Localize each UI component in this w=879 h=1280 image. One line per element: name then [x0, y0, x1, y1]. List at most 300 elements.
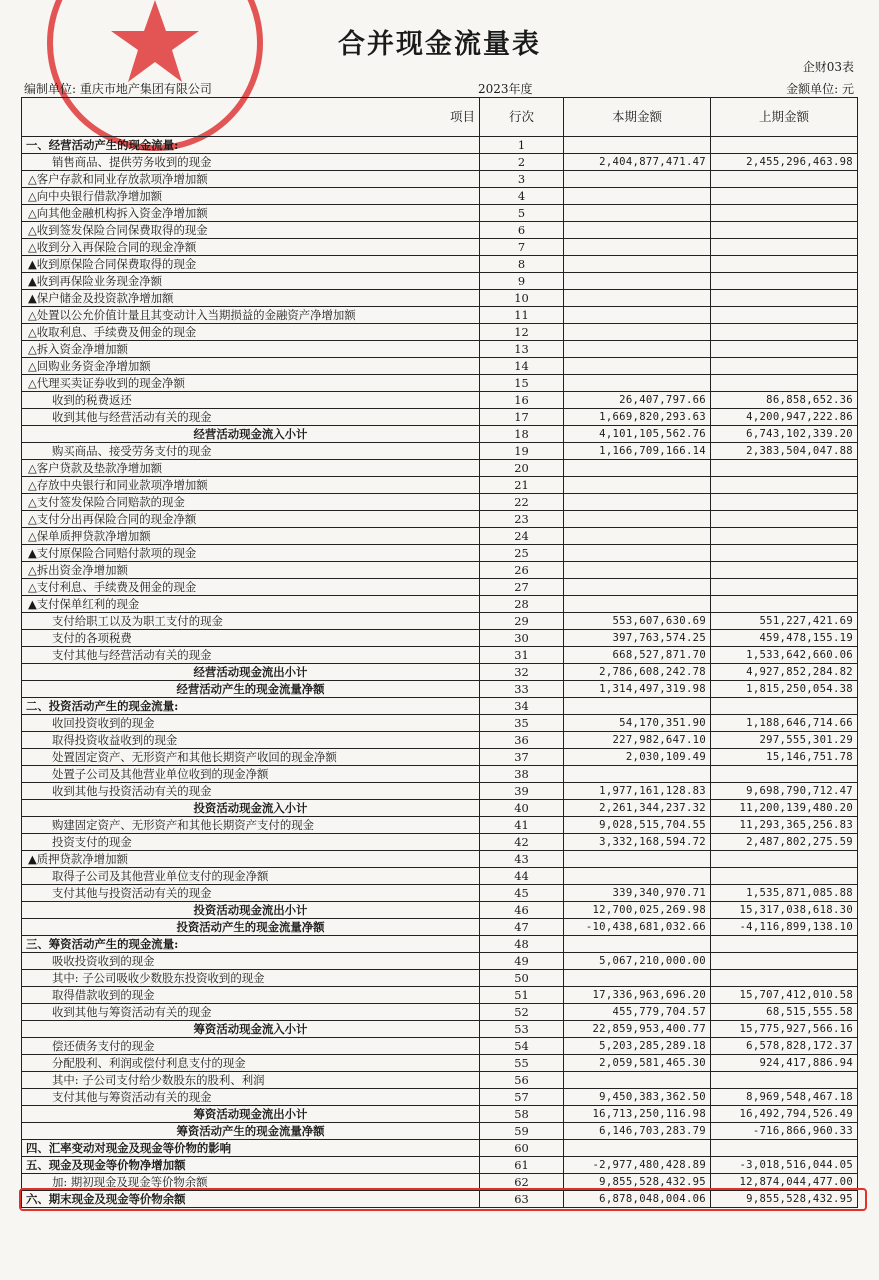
row-line-number: 50 — [480, 970, 564, 987]
row-line-number: 59 — [480, 1123, 564, 1140]
row-label: 收到其他与投资活动有关的现金 — [22, 783, 480, 800]
row-prior-amount: 6,743,102,339.20 — [711, 426, 858, 443]
row-line-number: 39 — [480, 783, 564, 800]
row-prior-amount — [711, 511, 858, 528]
row-line-number: 5 — [480, 205, 564, 222]
row-line-number: 40 — [480, 800, 564, 817]
row-label: ▲支付原保险合同赔付款项的现金 — [22, 545, 480, 562]
table-row — [22, 494, 858, 511]
table-row — [22, 783, 858, 800]
table-row — [22, 664, 858, 681]
row-label: 取得投资收益收到的现金 — [22, 732, 480, 749]
row-prior-amount: 6,578,828,172.37 — [711, 1038, 858, 1055]
row-line-number: 1 — [480, 137, 564, 154]
row-line-number: 51 — [480, 987, 564, 1004]
table-row — [22, 426, 858, 443]
table-row — [22, 800, 858, 817]
table-row — [22, 137, 858, 154]
row-prior-amount: 4,927,852,284.82 — [711, 664, 858, 681]
row-prior-amount — [711, 307, 858, 324]
table-row — [22, 460, 858, 477]
table-row — [22, 1140, 858, 1157]
row-line-number: 25 — [480, 545, 564, 562]
table-header-row — [22, 98, 858, 137]
row-label: △收到分入再保险合同的现金净额 — [22, 239, 480, 256]
row-prior-amount — [711, 171, 858, 188]
row-prior-amount: 15,775,927,566.16 — [711, 1021, 858, 1038]
row-current-amount — [564, 579, 711, 596]
table-row — [22, 749, 858, 766]
row-label: 其中: 子公司支付给少数股东的股利、利润 — [22, 1072, 480, 1089]
row-current-amount: 553,607,630.69 — [564, 613, 711, 630]
row-current-amount: -10,438,681,032.66 — [564, 919, 711, 936]
row-current-amount — [564, 239, 711, 256]
row-current-amount — [564, 171, 711, 188]
row-prior-amount — [711, 324, 858, 341]
entity-prefix: 编制单位: — [24, 82, 77, 96]
row-label: 收到其他与筹资活动有关的现金 — [22, 1004, 480, 1021]
reporting-period: 2023年度 — [478, 82, 533, 96]
row-label: △代理买卖证券收到的现金净额 — [22, 375, 480, 392]
table-row — [22, 902, 858, 919]
row-line-number: 30 — [480, 630, 564, 647]
row-label: 吸收投资收到的现金 — [22, 953, 480, 970]
row-line-number: 11 — [480, 307, 564, 324]
row-line-number: 8 — [480, 256, 564, 273]
row-label: △收到签发保险合同保费取得的现金 — [22, 222, 480, 239]
row-prior-amount — [711, 868, 858, 885]
row-line-number: 38 — [480, 766, 564, 783]
row-current-amount — [564, 273, 711, 290]
row-label: 处置固定资产、无形资产和其他长期资产收回的现金净额 — [22, 749, 480, 766]
row-label: 处置子公司及其他营业单位收到的现金净额 — [22, 766, 480, 783]
table-row — [22, 885, 858, 902]
row-line-number: 49 — [480, 953, 564, 970]
table-row — [22, 511, 858, 528]
row-line-number: 33 — [480, 681, 564, 698]
row-current-amount: 227,982,647.10 — [564, 732, 711, 749]
row-line-number: 28 — [480, 596, 564, 613]
table-row — [22, 545, 858, 562]
row-label: △客户存款和同业存放款项净增加额 — [22, 171, 480, 188]
row-label: 经营活动现金流出小计 — [22, 664, 480, 681]
table-row — [22, 851, 858, 868]
table-row — [22, 647, 858, 664]
row-current-amount — [564, 766, 711, 783]
row-current-amount — [564, 137, 711, 154]
row-prior-amount: 1,535,871,085.88 — [711, 885, 858, 902]
row-line-number: 32 — [480, 664, 564, 681]
row-label: 投资活动现金流出小计 — [22, 902, 480, 919]
row-line-number: 6 — [480, 222, 564, 239]
entity-name: 重庆市地产集团有限公司 — [79, 82, 212, 96]
form-code: 企财03表 — [802, 60, 854, 74]
row-prior-amount: 9,855,528,432.95 — [711, 1191, 858, 1208]
row-label: △客户贷款及垫款净增加额 — [22, 460, 480, 477]
table-row — [22, 222, 858, 239]
row-label: 销售商品、提供劳务收到的现金 — [22, 154, 480, 171]
row-line-number: 60 — [480, 1140, 564, 1157]
table-row — [22, 987, 858, 1004]
row-prior-amount — [711, 494, 858, 511]
row-label: 筹资活动现金流入小计 — [22, 1021, 480, 1038]
row-prior-amount: 68,515,555.58 — [711, 1004, 858, 1021]
row-line-number: 54 — [480, 1038, 564, 1055]
row-prior-amount — [711, 970, 858, 987]
row-label: 收到的税费返还 — [22, 392, 480, 409]
row-line-number: 46 — [480, 902, 564, 919]
row-current-amount: 2,404,877,471.47 — [564, 154, 711, 171]
row-prior-amount — [711, 545, 858, 562]
row-prior-amount — [711, 477, 858, 494]
table-row — [22, 528, 858, 545]
row-current-amount: 397,763,574.25 — [564, 630, 711, 647]
row-line-number: 56 — [480, 1072, 564, 1089]
row-line-number: 10 — [480, 290, 564, 307]
row-current-amount: 1,669,820,293.63 — [564, 409, 711, 426]
row-line-number: 13 — [480, 341, 564, 358]
row-label: 筹资活动产生的现金流量净额 — [22, 1123, 480, 1140]
row-line-number: 14 — [480, 358, 564, 375]
row-label: 四、汇率变动对现金及现金等价物的影响 — [22, 1140, 480, 1157]
row-prior-amount — [711, 222, 858, 239]
row-current-amount — [564, 494, 711, 511]
row-current-amount — [564, 324, 711, 341]
table-row — [22, 171, 858, 188]
row-prior-amount: 924,417,886.94 — [711, 1055, 858, 1072]
row-line-number: 62 — [480, 1174, 564, 1191]
row-prior-amount — [711, 290, 858, 307]
row-label: 购建固定资产、无形资产和其他长期资产支付的现金 — [22, 817, 480, 834]
table-row — [22, 698, 858, 715]
row-current-amount: 9,028,515,704.55 — [564, 817, 711, 834]
row-current-amount: 2,030,109.49 — [564, 749, 711, 766]
row-label: 投资活动产生的现金流量净额 — [22, 919, 480, 936]
row-prior-amount: 1,533,642,660.06 — [711, 647, 858, 664]
row-line-number: 2 — [480, 154, 564, 171]
row-label: △拆入资金净增加额 — [22, 341, 480, 358]
row-line-number: 55 — [480, 1055, 564, 1072]
table-row — [22, 970, 858, 987]
row-line-number: 9 — [480, 273, 564, 290]
table-row — [22, 1106, 858, 1123]
table-row — [22, 290, 858, 307]
row-current-amount: 4,101,105,562.76 — [564, 426, 711, 443]
row-line-number: 53 — [480, 1021, 564, 1038]
table-row — [22, 1038, 858, 1055]
row-line-number: 63 — [480, 1191, 564, 1208]
row-current-amount — [564, 698, 711, 715]
row-prior-amount — [711, 579, 858, 596]
row-line-number: 41 — [480, 817, 564, 834]
table-row — [22, 392, 858, 409]
row-label: 取得子公司及其他营业单位支付的现金净额 — [22, 868, 480, 885]
row-current-amount: 5,203,285,289.18 — [564, 1038, 711, 1055]
row-label: ▲收到再保险业务现金净额 — [22, 273, 480, 290]
col-header-item: 项目 — [22, 98, 480, 137]
row-label: 三、筹资活动产生的现金流量: — [22, 936, 480, 953]
row-line-number: 35 — [480, 715, 564, 732]
row-prior-amount: 551,227,421.69 — [711, 613, 858, 630]
row-prior-amount — [711, 562, 858, 579]
row-label: 六、期末现金及现金等价物余额 — [22, 1191, 480, 1208]
row-label: 支付其他与经营活动有关的现金 — [22, 647, 480, 664]
row-prior-amount: -3,018,516,044.05 — [711, 1157, 858, 1174]
table-row — [22, 613, 858, 630]
row-current-amount: 1,314,497,319.98 — [564, 681, 711, 698]
table-row — [22, 919, 858, 936]
row-label: 经营活动现金流入小计 — [22, 426, 480, 443]
row-label: △支付利息、手续费及佣金的现金 — [22, 579, 480, 596]
row-current-amount: 54,170,351.90 — [564, 715, 711, 732]
row-label: 其中: 子公司吸收少数股东投资收到的现金 — [22, 970, 480, 987]
row-line-number: 47 — [480, 919, 564, 936]
row-prior-amount: 11,293,365,256.83 — [711, 817, 858, 834]
row-current-amount — [564, 562, 711, 579]
row-label: ▲收到原保险合同保费取得的现金 — [22, 256, 480, 273]
row-label: 购买商品、接受劳务支付的现金 — [22, 443, 480, 460]
row-current-amount: 455,779,704.57 — [564, 1004, 711, 1021]
row-prior-amount — [711, 766, 858, 783]
table-row — [22, 630, 858, 647]
row-current-amount: 22,859,953,400.77 — [564, 1021, 711, 1038]
row-current-amount — [564, 868, 711, 885]
row-current-amount: 16,713,250,116.98 — [564, 1106, 711, 1123]
row-prior-amount: 297,555,301.29 — [711, 732, 858, 749]
row-label: 五、现金及现金等价物净增加额 — [22, 1157, 480, 1174]
row-line-number: 34 — [480, 698, 564, 715]
row-label: 支付的各项税费 — [22, 630, 480, 647]
row-label: ▲支付保单红利的现金 — [22, 596, 480, 613]
row-line-number: 19 — [480, 443, 564, 460]
page-title: 合并现金流量表 — [338, 29, 541, 60]
row-prior-amount — [711, 953, 858, 970]
row-line-number: 3 — [480, 171, 564, 188]
row-label: 支付其他与投资活动有关的现金 — [22, 885, 480, 902]
row-prior-amount: 12,874,044,477.00 — [711, 1174, 858, 1191]
row-prior-amount: 11,200,139,480.20 — [711, 800, 858, 817]
table-row — [22, 273, 858, 290]
row-label: △支付分出再保险合同的现金净额 — [22, 511, 480, 528]
row-current-amount: 2,261,344,237.32 — [564, 800, 711, 817]
row-current-amount: 1,977,161,128.83 — [564, 783, 711, 800]
row-current-amount — [564, 460, 711, 477]
row-line-number: 16 — [480, 392, 564, 409]
table-row — [22, 732, 858, 749]
table-row — [22, 256, 858, 273]
row-prior-amount: 1,815,250,054.38 — [711, 681, 858, 698]
row-label: 偿还债务支付的现金 — [22, 1038, 480, 1055]
row-line-number: 22 — [480, 494, 564, 511]
row-prior-amount — [711, 851, 858, 868]
table-row — [22, 409, 858, 426]
row-prior-amount — [711, 256, 858, 273]
row-prior-amount — [711, 273, 858, 290]
row-current-amount: 339,340,970.71 — [564, 885, 711, 902]
row-current-amount — [564, 307, 711, 324]
row-prior-amount: 1,188,646,714.66 — [711, 715, 858, 732]
row-prior-amount: 8,969,548,467.18 — [711, 1089, 858, 1106]
table-row — [22, 307, 858, 324]
row-current-amount — [564, 256, 711, 273]
row-prior-amount: 15,317,038,618.30 — [711, 902, 858, 919]
row-current-amount: -2,977,480,428.89 — [564, 1157, 711, 1174]
row-line-number: 57 — [480, 1089, 564, 1106]
table-row — [22, 341, 858, 358]
table-row — [22, 1174, 858, 1191]
row-current-amount — [564, 970, 711, 987]
row-prior-amount: 2,455,296,463.98 — [711, 154, 858, 171]
row-current-amount — [564, 528, 711, 545]
row-current-amount: 2,059,581,465.30 — [564, 1055, 711, 1072]
row-label: 二、投资活动产生的现金流量: — [22, 698, 480, 715]
row-prior-amount — [711, 460, 858, 477]
row-prior-amount: 15,146,751.78 — [711, 749, 858, 766]
row-current-amount: 3,332,168,594.72 — [564, 834, 711, 851]
row-prior-amount: 4,200,947,222.86 — [711, 409, 858, 426]
reporting-entity — [24, 80, 212, 97]
row-label: 支付其他与筹资活动有关的现金 — [22, 1089, 480, 1106]
row-line-number: 37 — [480, 749, 564, 766]
row-line-number: 58 — [480, 1106, 564, 1123]
row-label: △支付签发保险合同赔款的现金 — [22, 494, 480, 511]
row-current-amount: 26,407,797.66 — [564, 392, 711, 409]
row-current-amount — [564, 205, 711, 222]
row-current-amount — [564, 188, 711, 205]
row-current-amount — [564, 936, 711, 953]
row-line-number: 21 — [480, 477, 564, 494]
table-row — [22, 1004, 858, 1021]
row-line-number: 43 — [480, 851, 564, 868]
row-line-number: 61 — [480, 1157, 564, 1174]
row-current-amount: 17,336,963,696.20 — [564, 987, 711, 1004]
row-line-number: 44 — [480, 868, 564, 885]
row-current-amount: 9,450,383,362.50 — [564, 1089, 711, 1106]
table-row — [22, 817, 858, 834]
row-current-amount — [564, 1072, 711, 1089]
table-row — [22, 1021, 858, 1038]
table-row — [22, 375, 858, 392]
row-prior-amount — [711, 375, 858, 392]
table-row — [22, 715, 858, 732]
row-current-amount — [564, 358, 711, 375]
row-prior-amount — [711, 596, 858, 613]
row-prior-amount — [711, 936, 858, 953]
table-row — [22, 443, 858, 460]
table-row — [22, 358, 858, 375]
row-label: △向中央银行借款净增加额 — [22, 188, 480, 205]
row-line-number: 42 — [480, 834, 564, 851]
row-current-amount — [564, 851, 711, 868]
table-row — [22, 1157, 858, 1174]
table-row — [22, 1123, 858, 1140]
row-current-amount — [564, 222, 711, 239]
row-prior-amount — [711, 528, 858, 545]
table-row — [22, 1055, 858, 1072]
row-line-number: 12 — [480, 324, 564, 341]
table-row — [22, 477, 858, 494]
row-current-amount: 2,786,608,242.78 — [564, 664, 711, 681]
row-line-number: 29 — [480, 613, 564, 630]
row-label: △拆出资金净增加额 — [22, 562, 480, 579]
row-prior-amount — [711, 239, 858, 256]
table-row — [22, 579, 858, 596]
row-line-number: 18 — [480, 426, 564, 443]
row-prior-amount — [711, 358, 858, 375]
row-line-number: 7 — [480, 239, 564, 256]
row-label: 投资支付的现金 — [22, 834, 480, 851]
table-row — [22, 766, 858, 783]
row-prior-amount: 86,858,652.36 — [711, 392, 858, 409]
col-header-prior: 上期金额 — [711, 98, 858, 137]
row-current-amount: 668,527,871.70 — [564, 647, 711, 664]
row-current-amount: 9,855,528,432.95 — [564, 1174, 711, 1191]
row-prior-amount — [711, 1140, 858, 1157]
row-prior-amount: 16,492,794,526.49 — [711, 1106, 858, 1123]
row-current-amount — [564, 1140, 711, 1157]
row-label: 取得借款收到的现金 — [22, 987, 480, 1004]
row-label: △存放中央银行和同业款项净增加额 — [22, 477, 480, 494]
row-current-amount — [564, 511, 711, 528]
row-prior-amount: 15,707,412,010.58 — [711, 987, 858, 1004]
row-label: ▲质押贷款净增加额 — [22, 851, 480, 868]
table-row — [22, 239, 858, 256]
row-label: 投资活动现金流入小计 — [22, 800, 480, 817]
row-label: ▲保户储金及投资款净增加额 — [22, 290, 480, 307]
table-row — [22, 953, 858, 970]
row-line-number: 52 — [480, 1004, 564, 1021]
table-row — [22, 1191, 858, 1208]
table-row — [22, 1072, 858, 1089]
row-line-number: 15 — [480, 375, 564, 392]
row-line-number: 26 — [480, 562, 564, 579]
row-current-amount — [564, 341, 711, 358]
currency-unit: 金额单位: 元 — [786, 82, 854, 96]
row-prior-amount — [711, 698, 858, 715]
row-prior-amount: 9,698,790,712.47 — [711, 783, 858, 800]
table-body — [22, 137, 858, 1208]
row-prior-amount: 459,478,155.19 — [711, 630, 858, 647]
row-current-amount: 12,700,025,269.98 — [564, 902, 711, 919]
row-line-number: 23 — [480, 511, 564, 528]
row-current-amount: 1,166,709,166.14 — [564, 443, 711, 460]
table-row — [22, 188, 858, 205]
row-prior-amount: -4,116,899,138.10 — [711, 919, 858, 936]
row-line-number: 48 — [480, 936, 564, 953]
table-row — [22, 562, 858, 579]
row-label: 分配股利、利润或偿付利息支付的现金 — [22, 1055, 480, 1072]
row-current-amount: 5,067,210,000.00 — [564, 953, 711, 970]
row-label: 经营活动产生的现金流量净额 — [22, 681, 480, 698]
table-row — [22, 936, 858, 953]
row-label: △向其他金融机构拆入资金净增加额 — [22, 205, 480, 222]
row-current-amount — [564, 290, 711, 307]
row-prior-amount — [711, 1072, 858, 1089]
row-prior-amount — [711, 188, 858, 205]
row-current-amount — [564, 375, 711, 392]
row-label: △保单质押贷款净增加额 — [22, 528, 480, 545]
table-row — [22, 324, 858, 341]
col-header-current: 本期金额 — [564, 98, 711, 137]
row-prior-amount — [711, 205, 858, 222]
table-row — [22, 1089, 858, 1106]
row-line-number: 20 — [480, 460, 564, 477]
row-prior-amount: 2,487,802,275.59 — [711, 834, 858, 851]
row-current-amount: 6,146,703,283.79 — [564, 1123, 711, 1140]
row-line-number: 27 — [480, 579, 564, 596]
row-label: 收回投资收到的现金 — [22, 715, 480, 732]
table-row — [22, 154, 858, 171]
